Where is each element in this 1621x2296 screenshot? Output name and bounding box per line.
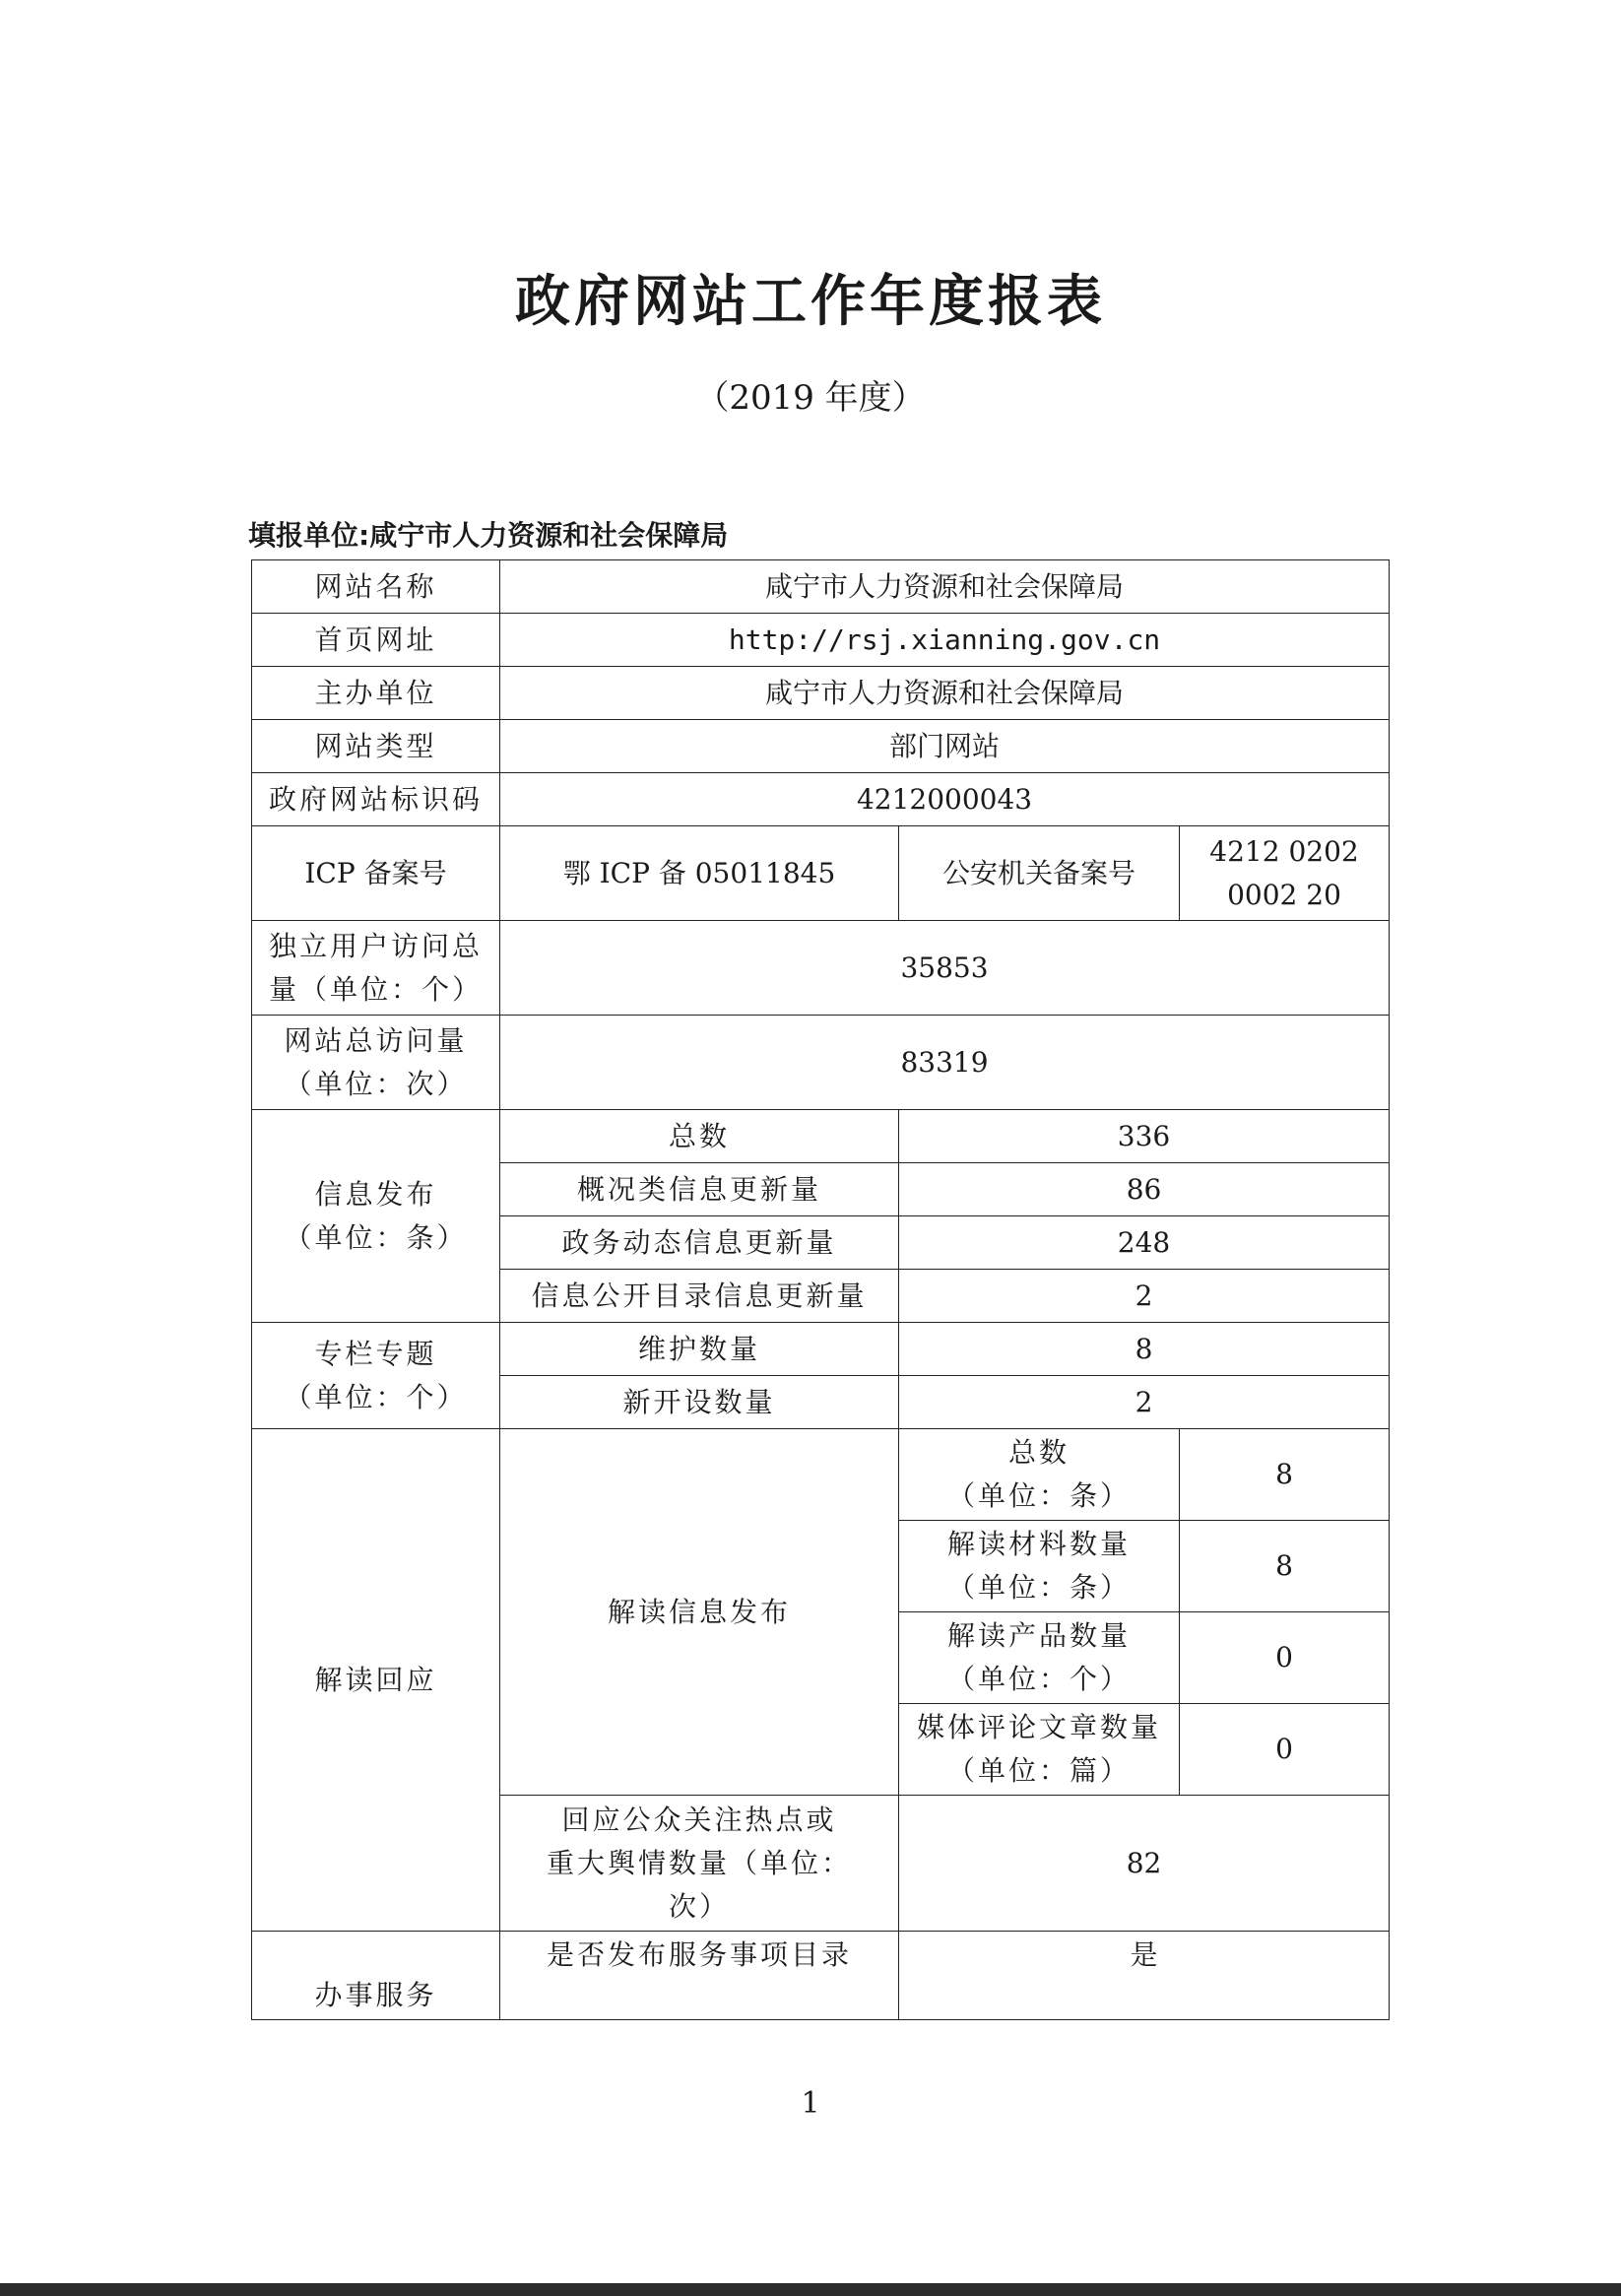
unique-visitors-value: 35853 bbox=[500, 921, 1390, 1016]
interp-product-label-line1: 解读产品数量 bbox=[946, 1619, 1131, 1652]
info-catalog-value: 2 bbox=[899, 1270, 1390, 1323]
interp-total-label bbox=[899, 1429, 1180, 1521]
unique-visitors-label-line2: 量（单位：个） bbox=[268, 972, 483, 1006]
interp-material-value: 8 bbox=[1180, 1521, 1390, 1612]
home-url-label: 首页网址 bbox=[252, 614, 500, 667]
info-publish-label-line1: 信息发布 bbox=[314, 1177, 437, 1211]
sponsor-label: 主办单位 bbox=[252, 667, 500, 720]
home-url-value: http://rsj.xianning.gov.cn bbox=[500, 614, 1390, 667]
report-table bbox=[251, 559, 1390, 2020]
interp-media-value: 0 bbox=[1180, 1704, 1390, 1796]
services-label: 办事服务 bbox=[252, 1932, 500, 2020]
response-label-line2: 重大舆情数量（单位： bbox=[546, 1846, 852, 1879]
response-label bbox=[500, 1796, 899, 1932]
interp-product-label bbox=[899, 1612, 1180, 1704]
total-visits-value: 83319 bbox=[500, 1016, 1390, 1110]
response-value: 82 bbox=[899, 1796, 1390, 1932]
table-row bbox=[252, 826, 1390, 921]
interp-total-label-line1: 总数 bbox=[1007, 1436, 1070, 1469]
police-record-value-line2: 0002 20 bbox=[1227, 878, 1341, 911]
police-record-value bbox=[1180, 826, 1390, 921]
sponsor-value: 咸宁市人力资源和社会保障局 bbox=[500, 667, 1390, 720]
info-overview-label: 概况类信息更新量 bbox=[500, 1163, 899, 1216]
site-type-value: 部门网站 bbox=[500, 720, 1390, 773]
table-row bbox=[252, 560, 1390, 614]
info-overview-value: 86 bbox=[899, 1163, 1390, 1216]
columns-label bbox=[252, 1323, 500, 1429]
interp-material-label-line2: （单位：条） bbox=[946, 1571, 1131, 1604]
police-record-label: 公安机关备案号 bbox=[899, 826, 1180, 921]
table-row bbox=[252, 720, 1390, 773]
table-row bbox=[252, 921, 1390, 1016]
site-code-value: 4212000043 bbox=[500, 773, 1390, 826]
total-visits-label-line1: 网站总访问量 bbox=[284, 1023, 468, 1057]
police-record-value-line1: 4212 0202 bbox=[1209, 834, 1359, 868]
unique-visitors-label bbox=[252, 921, 500, 1016]
icp-label: ICP 备案号 bbox=[252, 826, 500, 921]
total-visits-label-line2: （单位：次） bbox=[284, 1067, 468, 1100]
table-row bbox=[252, 1932, 1390, 2020]
info-catalog-label: 信息公开目录信息更新量 bbox=[500, 1270, 899, 1323]
info-total-label: 总数 bbox=[500, 1110, 899, 1163]
interp-product-label-line2: （单位：个） bbox=[946, 1663, 1131, 1695]
interpretation-label: 解读回应 bbox=[252, 1429, 500, 1932]
table-row bbox=[252, 1110, 1390, 1163]
report-year: （2019 年度） bbox=[695, 378, 926, 418]
info-news-value: 248 bbox=[899, 1216, 1390, 1270]
interp-material-label bbox=[899, 1521, 1180, 1612]
interp-material-label-line1: 解读材料数量 bbox=[946, 1528, 1131, 1560]
info-publish-label bbox=[252, 1110, 500, 1323]
table-row bbox=[252, 773, 1390, 826]
page-number: 1 bbox=[801, 2086, 820, 2121]
unique-visitors-label-line1: 独立用户访问总 bbox=[268, 929, 483, 962]
info-news-label: 政务动态信息更新量 bbox=[500, 1216, 899, 1270]
interp-media-label-line2: （单位：篇） bbox=[946, 1754, 1131, 1787]
site-name-label: 网站名称 bbox=[252, 560, 500, 614]
columns-maintained-label: 维护数量 bbox=[500, 1323, 899, 1376]
response-label-line1: 回应公众关注热点或 bbox=[561, 1803, 837, 1836]
interp-product-value: 0 bbox=[1180, 1612, 1390, 1704]
columns-maintained-value: 8 bbox=[899, 1323, 1390, 1376]
site-name-value: 咸宁市人力资源和社会保障局 bbox=[500, 560, 1390, 614]
columns-label-line2: （单位：个） bbox=[284, 1380, 468, 1413]
info-publish-label-line2: （单位：条） bbox=[284, 1220, 468, 1254]
columns-label-line1: 专栏专题 bbox=[314, 1337, 437, 1370]
services-catalog-value: 是 bbox=[899, 1932, 1390, 2020]
interp-media-label-line1: 媒体评论文章数量 bbox=[916, 1711, 1161, 1743]
interp-total-value: 8 bbox=[1180, 1429, 1390, 1521]
table-row bbox=[252, 667, 1390, 720]
reporting-unit: 填报单位:咸宁市人力资源和社会保障局 bbox=[248, 519, 729, 552]
table-row bbox=[252, 1429, 1390, 1521]
interp-total-label-line2: （单位：条） bbox=[946, 1479, 1131, 1512]
info-total-value: 336 bbox=[899, 1110, 1390, 1163]
columns-new-value: 2 bbox=[899, 1376, 1390, 1429]
interpretation-publish-label: 解读信息发布 bbox=[500, 1429, 899, 1796]
table-row bbox=[252, 614, 1390, 667]
interp-media-label bbox=[899, 1704, 1180, 1796]
total-visits-label bbox=[252, 1016, 500, 1110]
site-type-label: 网站类型 bbox=[252, 720, 500, 773]
table-row bbox=[252, 1323, 1390, 1376]
response-label-line3: 次） bbox=[668, 1889, 730, 1923]
scan-edge bbox=[0, 2283, 1621, 2296]
table-row bbox=[252, 1016, 1390, 1110]
services-catalog-label: 是否发布服务事项目录 bbox=[500, 1932, 899, 2020]
icp-value: 鄂 ICP 备 05011845 bbox=[500, 826, 899, 921]
site-code-label: 政府网站标识码 bbox=[252, 773, 500, 826]
columns-new-label: 新开设数量 bbox=[500, 1376, 899, 1429]
report-title: 政府网站工作年度报表 bbox=[515, 270, 1106, 334]
